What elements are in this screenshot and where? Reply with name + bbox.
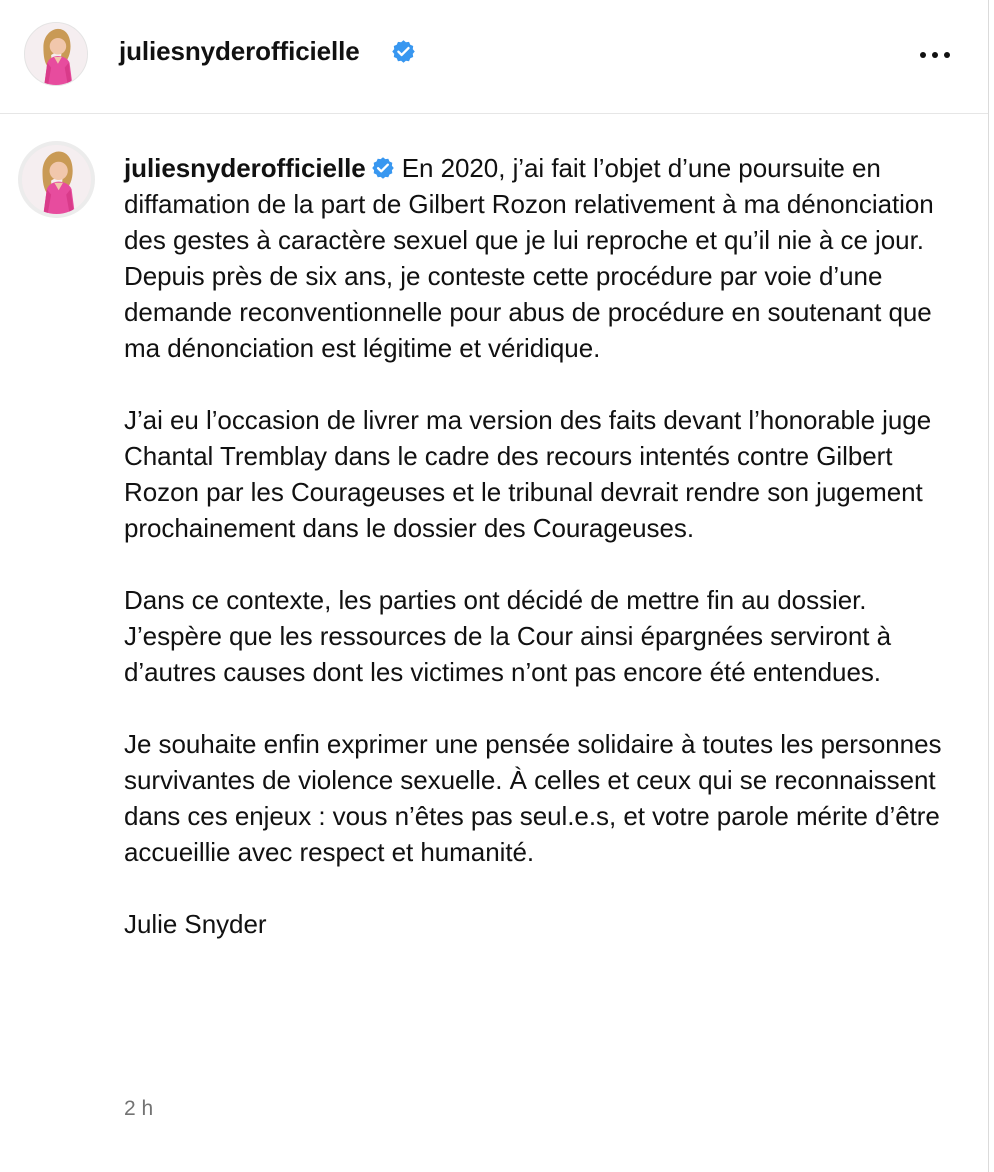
more-options-button[interactable] bbox=[918, 40, 952, 70]
header-username[interactable]: juliesnyderofficielle bbox=[119, 36, 360, 66]
caption-paragraph bbox=[124, 150, 946, 366]
verified-badge-icon bbox=[391, 39, 416, 64]
caption-paragraph: Dans ce contexte, les parties ont décidé de mettre fin au dossier. J’espère que les ressources de la Cour ainsi épargnées serviront à d’autres causes dont les victimes n’ont pas encore été entendues. bbox=[124, 585, 892, 687]
profile-photo-icon bbox=[25, 23, 87, 85]
profile-avatar[interactable] bbox=[24, 22, 88, 86]
post-header bbox=[0, 0, 988, 114]
profile-photo-icon bbox=[22, 145, 91, 214]
caption-paragraph: Je souhaite enfin exprimer une pensée solidaire à toutes les personnes survivantes de violence sexuelle. À celles et ceux qui se reconnaissent dans ces enjeux : vous n’êtes pas seul.e.s, et votre parole mérite d’être accueillie avec respect et humanité. bbox=[124, 729, 942, 867]
more-options-icon bbox=[918, 40, 952, 70]
caption-avatar[interactable] bbox=[18, 141, 95, 218]
caption-username[interactable]: juliesnyderofficielle bbox=[124, 153, 366, 183]
caption-signature: Julie Snyder bbox=[124, 909, 267, 939]
panel-divider bbox=[988, 0, 989, 1172]
post-timestamp[interactable]: 2 h bbox=[124, 1097, 154, 1120]
verified-badge-icon bbox=[371, 156, 395, 180]
post-caption bbox=[124, 150, 946, 942]
caption-paragraph: J’ai eu l’occasion de livrer ma version des faits devant l’honorable juge Chantal Tremblay dans le cadre des recours intentés contre Gilbert Rozon par les Courageuses et le tribunal devrait rendre son jugement prochainement dans le dossier des Courageuses. bbox=[124, 405, 932, 543]
caption-text: En 2020, j’ai fait l’objet d’une poursuite en diffamation de la part de Gilbert Rozon relativement à ma dénonciation des gestes à caractère sexuel que je lui reproche et qu’il nie à ce jour. Depuis près de six ans, je conteste cette procédure par voie d’une demande reconventionnelle pour abus de procédure en soutenant que ma dénonciation est légitime et véridique. bbox=[124, 153, 934, 363]
